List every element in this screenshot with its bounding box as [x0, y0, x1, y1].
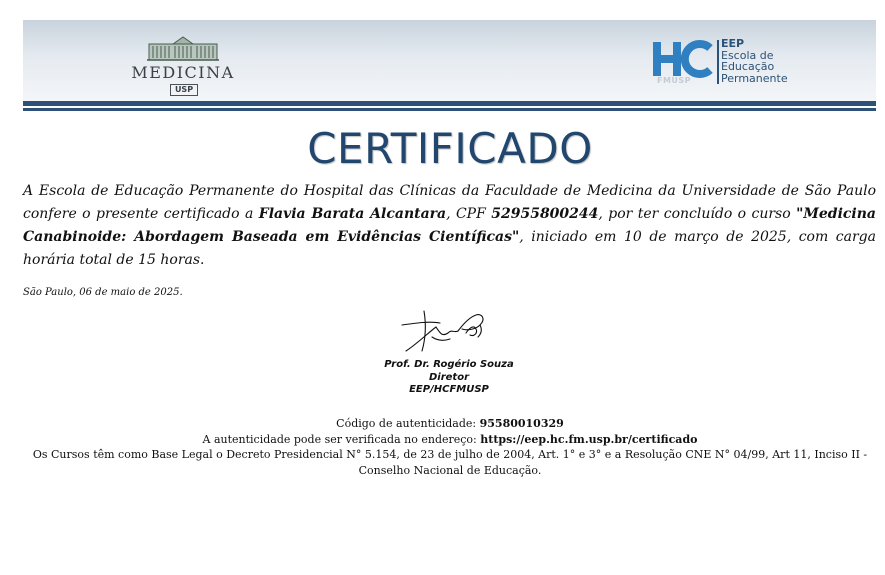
auth-code: 95580010329 [479, 417, 564, 430]
building-icon [147, 36, 219, 62]
eep-line-1: Escola de [721, 48, 774, 62]
certificate-body [23, 180, 876, 272]
certificate-footer [0, 416, 885, 478]
verify-label: A autenticidade pode ser verificada no endereço: [202, 432, 481, 446]
auth-code-label: Código de autenticidade: [336, 417, 480, 430]
place-date: São Paulo, 06 de maio de 2025. [23, 287, 183, 298]
eep-title: EEP [721, 37, 745, 50]
signer-role: Diretor [428, 371, 470, 383]
body-course-label: , por ter concluído o curso [598, 206, 797, 222]
auth-code-line [0, 416, 885, 432]
verify-url[interactable]: https://eep.hc.fm.usp.br/certificado [480, 432, 698, 446]
eep-divider [717, 40, 719, 84]
eep-text [721, 38, 788, 84]
verify-line [0, 432, 885, 448]
legal-line-2: Conselho Nacional de Educação. [358, 463, 542, 477]
legal-line-1: Os Cursos têm como Base Legal o Decreto Presidencial N° 5.154, de 23 de julho de 2004, Art. 1° e 3° e a Resolução CNE N° 04/99, Art 11, Inciso II - [32, 448, 868, 461]
hc-eep-logo [653, 38, 833, 96]
medicina-usp-logo [123, 32, 243, 97]
medicina-wordmark: MEDICINA [131, 63, 235, 82]
usp-wordmark: USP [170, 84, 198, 96]
eep-line-3: Permanente [721, 71, 788, 85]
body-cpf-label: , CPF [446, 206, 492, 222]
recipient-name: Flavia Barata Alcantara [258, 206, 447, 222]
fmusp-label: FMUSP [657, 76, 692, 85]
body-intro: A Escola de Educação Permanente do Hospital das Clínicas da Faculdade de Medicina da Universidade de São Paulo confere o presente certificado a [23, 183, 876, 222]
course-name: "Medicina Canabinoide: Abordagem Baseada em Evidências Científicas" [23, 206, 876, 245]
header-banner [23, 20, 876, 101]
signer-name: Prof. Dr. Rogério Souza [384, 359, 514, 370]
eep-line-2: Educação [721, 60, 775, 73]
signer-block [349, 359, 549, 397]
hc-icon [653, 40, 713, 80]
recipient-cpf: 52955800244 [491, 206, 599, 222]
body-closing: , iniciado em 10 de março de 2025, com carga horária total de 15 horas. [23, 229, 876, 268]
signature-image [396, 303, 496, 358]
certificate-title: CERTIFICADO [307, 124, 593, 173]
header-rule-thick [23, 101, 876, 106]
header-rule-thin [23, 108, 876, 111]
signer-org: EEP/HCFMUSP [409, 384, 489, 395]
